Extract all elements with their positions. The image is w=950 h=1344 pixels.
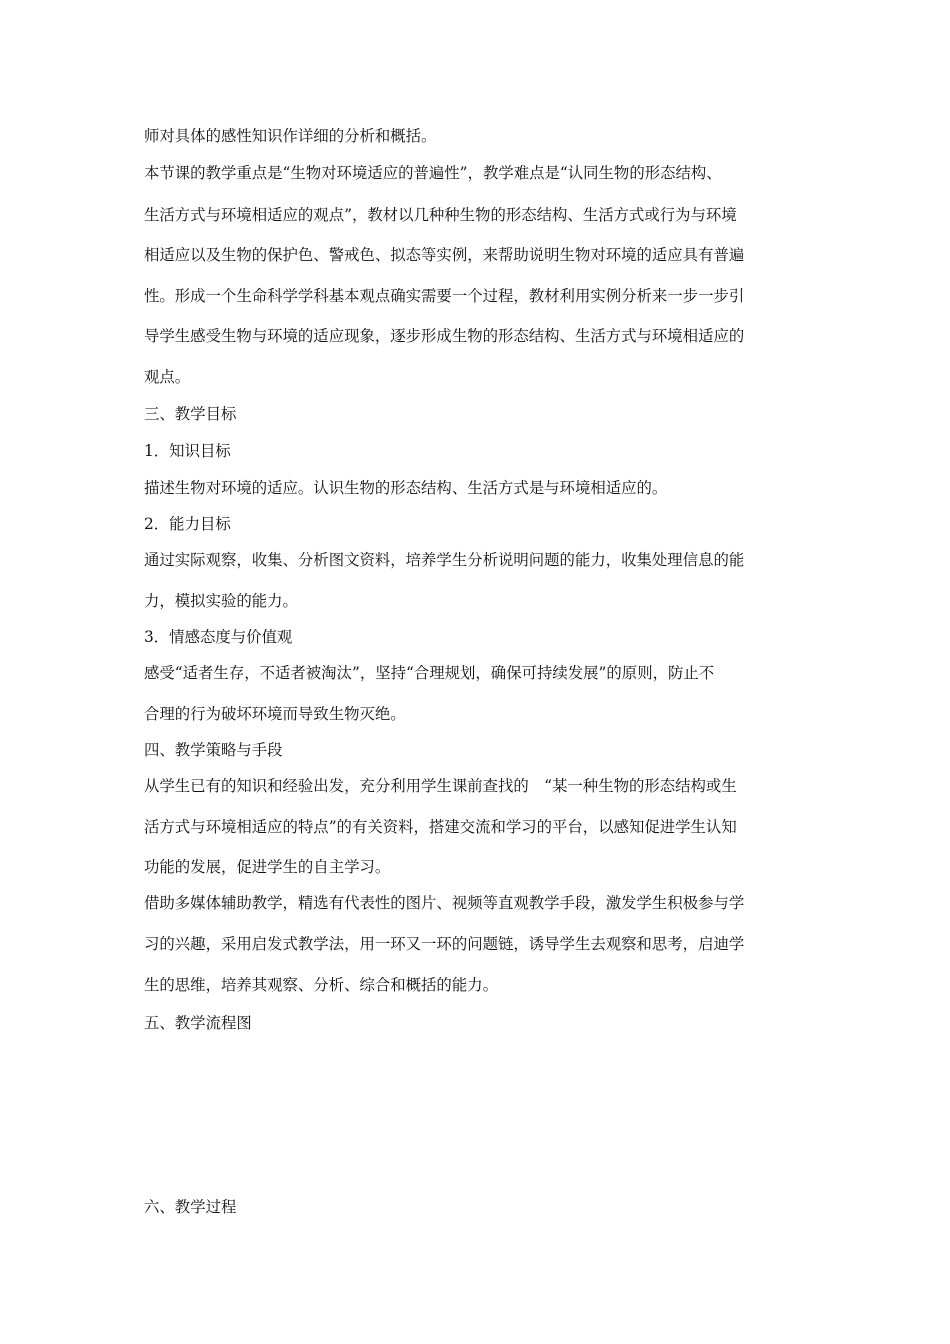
section-heading: 五、教学流程图 xyxy=(144,1014,252,1032)
paragraph-line: 从学生已有的知识和经验出发，充分利用学生课前查找的 “某一种生物的形态结构或生 xyxy=(144,777,737,795)
paragraph-line: 观点。 xyxy=(144,368,191,386)
paragraph-line: 习的兴趣，采用启发式教学法，用一环又一环的问题链，诱导学生去观察和思考，启迪学 xyxy=(144,935,745,953)
section-heading: 六、教学过程 xyxy=(144,1198,237,1216)
paragraph-line: 力，模拟实验的能力。 xyxy=(144,592,298,610)
paragraph-line: 活方式与环境相适应的特点”的有关资料，搭建交流和学习的平台，以感知促进学生认知 xyxy=(144,818,737,836)
subsection-heading: 2．能力目标 xyxy=(144,515,231,533)
paragraph-line: 借助多媒体辅助教学，精选有代表性的图片、视频等直观教学手段，激发学生积极参与学 xyxy=(144,894,745,912)
paragraph-line: 生活方式与环境相适应的观点”，教材以几种种生物的形态结构、生活方式或行为与环境 xyxy=(144,206,737,224)
subsection-heading: 1．知识目标 xyxy=(144,442,231,460)
paragraph-line: 导学生感受生物与环境的适应现象，逐步形成生物的形态结构、生活方式与环境相适应的 xyxy=(144,327,745,345)
paragraph-line: 师对具体的感性知识作详细的分析和概括。 xyxy=(144,127,437,145)
paragraph-line: 合理的行为破坏环境而导致生物灭绝。 xyxy=(144,705,406,723)
paragraph-line: 生的思维，培养其观察、分析、综合和概括的能力。 xyxy=(144,976,498,994)
subsection-heading: 3．情感态度与价值观 xyxy=(144,628,293,646)
paragraph-line: 性。形成一个生命科学学科基本观点确实需要一个过程，教材利用实例分析来一步一步引 xyxy=(144,287,745,305)
paragraph-line: 描述生物对环境的适应。认识生物的形态结构、生活方式是与环境相适应的。 xyxy=(144,479,668,497)
paragraph-line: 功能的发展，促进学生的自主学习。 xyxy=(144,858,391,876)
section-heading: 四、教学策略与手段 xyxy=(144,741,283,759)
paragraph-line: 感受“适者生存，不适者被淘汰”，坚持“合理规划，确保可持续发展”的原则，防止不 xyxy=(144,664,715,682)
paragraph-line: 本节课的教学重点是“生物对环境适应的普遍性”，教学难点是“认同生物的形态结构、 xyxy=(144,164,722,182)
paragraph-line: 相适应以及生物的保护色、警戒色、拟态等实例，来帮助说明生物对环境的适应具有普遍 xyxy=(144,246,745,264)
section-heading: 三、教学目标 xyxy=(144,405,237,423)
paragraph-line: 通过实际观察，收集、分析图文资料，培养学生分析说明问题的能力，收集处理信息的能 xyxy=(144,551,745,569)
